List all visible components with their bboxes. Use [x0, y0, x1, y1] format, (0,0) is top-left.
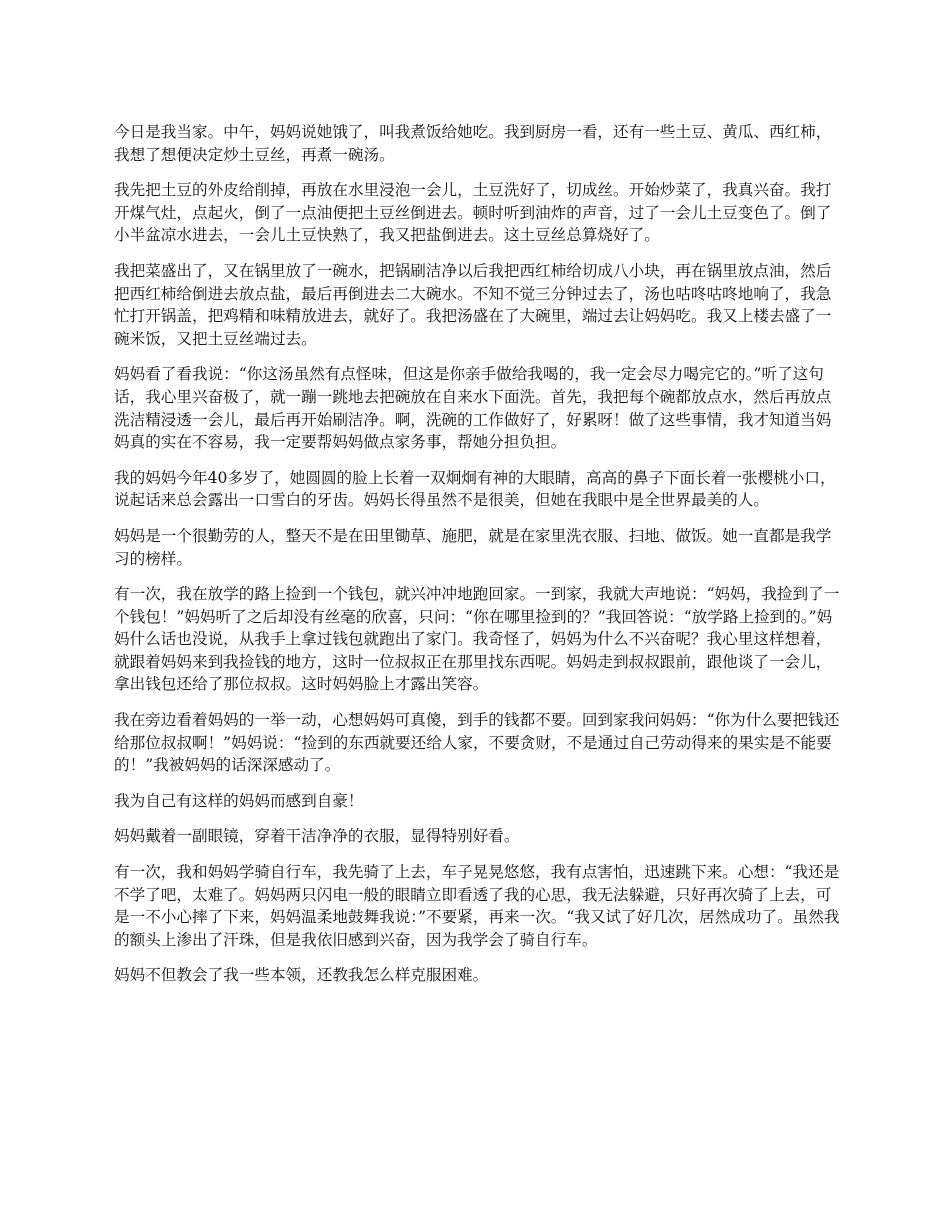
- paragraph-10: 妈妈戴着一副眼镜，穿着干洁净净的衣服，显得特别好看。: [114, 827, 520, 846]
- paragraph-1: 今日是我当家。中午，妈妈说她饿了，叫我煮饭给她吃。我到厨房一看，还有一些土豆、黄瓜、西红柿，我想了想便决定炒土豆丝，再煮一碗汤。: [114, 123, 832, 164]
- paragraph-3: 我把菜盛出了，又在锅里放了一碗水，把锅刷洁净以后我把西红柿给切成八小块，再在锅里放点油，然后把西红柿给倒进去放点盐，最后再倒进去二大碗水。不知不觉三分钟过去了，汤也咕咚咕咚地响了，我急忙打开锅盖，把鸡精和味精放进去，就好了。我把汤盛在了大碗里，端过去让妈妈吃。我又上楼去盛了一碗米饭，又把土豆丝端过去。: [114, 261, 832, 348]
- paragraph-6: 妈妈是一个很勤劳的人，整天不是在田里锄草、施肥，就是在家里洗衣服、扫地、做饭。她一直都是我学习的榜样。: [114, 526, 832, 568]
- paragraph-5: 我的妈妈今年40多岁了，她圆圆的脸上长着一双炯炯有神的大眼睛，高高的鼻子下面长着一张樱桃小口，说起话来总会露出一口雪白的牙齿。妈妈长得虽然不是很美，但她在我眼中是全世界最美的人。: [114, 468, 836, 510]
- paragraph-9: 我为自己有这样的妈妈而感到自豪！: [114, 791, 364, 810]
- document-body: [114, 121, 840, 1000]
- paragraph-7: 有一次，我在放学的路上捡到一个钱包，就兴冲冲地跑回家。一到家，我就大声地说：“妈妈，我捡到了一个钱包！”妈妈听了之后却没有丝毫的欣喜，只问：“你在哪里捡到的？”我回答说：“放学路上捡到的。”妈妈什么话也没说，从我手上拿过钱包就跑出了家门。我奇怪了，妈妈为什么不兴奋呢？我心里这样想着，就跟着妈妈来到我捡钱的地方，这时一位叔叔正在那里找东西呢。妈妈走到叔叔跟前，跟他谈了一会儿，拿出钱包还给了那位叔叔。这时妈妈脸上才露出笑容。: [114, 585, 840, 694]
- paragraph-8: 我在旁边看着妈妈的一举一动，心想妈妈可真傻，到手的钱都不要。回到家我问妈妈：“你为什么要把钱还给那位叔叔啊！”妈妈说：“捡到的东西就要还给人家，不要贪财，不是通过自己劳动得来的果实是不能要的！”我被妈妈的话深深感动了。: [114, 711, 840, 775]
- paragraph-12: 妈妈不但教会了我一些本领，还教我怎么样克服困难。: [114, 966, 489, 985]
- paragraph-11: 有一次，我和妈妈学骑自行车，我先骑了上去，车子晃晃悠悠，我有点害怕，迅速跳下来。心想：“我还是不学了吧，太难了。妈妈两只闪电一般的眼睛立即看透了我的心思，我无法躲避，只好再次骑了上去，可是一不小心摔了下来，妈妈温柔地鼓舞我说：”不要紧，再来一次。“我又试了好几次，居然成功了。虽然我的额头上渗出了汗珠，但是我依旧感到兴奋，因为我学会了骑自行车。: [114, 863, 840, 949]
- paragraph-4: 妈妈看了看我说：“你这汤虽然有点怪味，但这是你亲手做给我喝的，我一定会尽力喝完它的。”听了这句话，我心里兴奋极了，就一蹦一跳地去把碗放在自来水下面洗。首先，我把每个碗都放点水，然后再放点洗洁精浸透一会儿，最后再开始刷洁净。啊，洗碗的工作做好了，好累呀！做了这些事情，我才知道当妈妈真的实在不容易，我一定要帮妈妈做点家务事，帮她分担负担。: [114, 365, 832, 452]
- paragraph-2: 我先把土豆的外皮给削掉，再放在水里浸泡一会儿，土豆洗好了，切成丝。开始炒菜了，我真兴奋。我打开煤气灶，点起火，倒了一点油便把土豆丝倒进去。顿时听到油炸的声音，过了一会儿土豆变色了。倒了小半盆凉水进去，一会儿土豆快熟了，我又把盐倒进去。这土豆丝总算烧好了。: [114, 181, 832, 245]
